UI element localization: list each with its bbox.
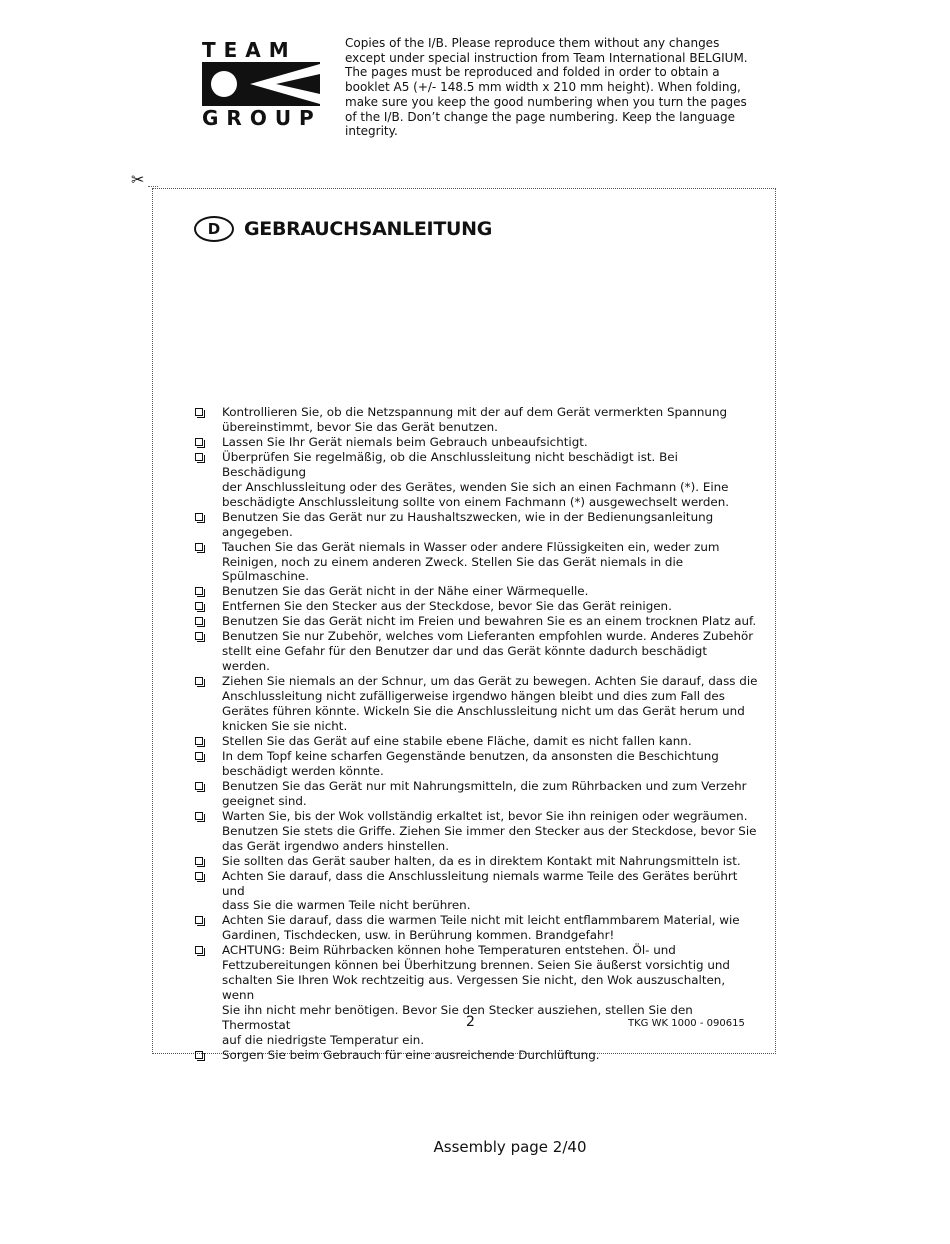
list-item: Sie sollten das Gerät sauber halten, da es in direktem Kontakt mit Nahrungsmitteln ist. [194,854,759,869]
checkbox-bullet-icon [195,782,203,790]
logo-mark [202,62,320,106]
reproduction-instructions: Copies of the I/B. Please reproduce them without any changes except under special instruction from Team International BELGIUM. The pages must be reproduced and folded in order to obtain a booklet A5 (+/- 148.5 mm width x 210 mm height). When folding, make sure you keep the good numbering when you turn the pages of the I/B. Don’t change the page numbering. Keep the language integrity. [345,36,748,139]
list-item: Achten Sie darauf, dass die warmen Teile nicht mit leicht entflammbarem Material, wie Gardinen, Tischdecken, usw. in Berührung kommen. Brandgefahr! [194,913,759,943]
list-item: Benutzen Sie nur Zubehör, welches vom Lieferanten empfohlen wurde. Anderes Zubehör stellt eine Gefahr für den Benutzer dar und das Gerät könnte dadurch beschädigt werden. [194,629,759,674]
checkbox-bullet-icon [195,872,203,880]
checkbox-bullet-icon [195,408,203,416]
assembly-page-label: Assembly page 2/40 [433,1138,587,1156]
checkbox-bullet-icon [195,438,203,446]
section-heading [194,214,492,244]
checkbox-bullet-icon [195,946,203,954]
checkbox-bullet-icon [195,543,203,551]
language-badge: D [194,216,234,242]
checkbox-bullet-icon [195,1051,203,1059]
checkbox-bullet-icon [195,513,203,521]
list-item: Lassen Sie Ihr Gerät niemals beim Gebrauch unbeaufsichtigt. [194,435,759,450]
checkbox-bullet-icon [195,602,203,610]
page-title: GEBRAUCHSANLEITUNG [244,218,493,240]
list-item: Benutzen Sie das Gerät nicht in der Nähe einer Wärmequelle. [194,584,759,599]
checkbox-bullet-icon [195,453,203,461]
checkbox-bullet-icon [195,812,203,820]
list-item: Benutzen Sie das Gerät nur mit Nahrungsmitteln, die zum Rührbacken und zum Verzehr geeignet sind. [194,779,759,809]
checkbox-bullet-icon [195,737,203,745]
list-item: Warten Sie, bis der Wok vollständig erkaltet ist, bevor Sie ihn reinigen oder wegräumen. Benutzen Sie stets die Griffe. Ziehen Sie immer den Stecker aus der Steckdose, bevor Sie das Gerät irgendwo anders hinstellen. [194,809,759,854]
checkbox-bullet-icon [195,916,203,924]
scissors-icon: ✂ [131,170,145,189]
list-item: ACHTUNG: Beim Rührbacken können hohe Temperaturen entstehen. Öl- und Fettzubereitungen können bei Überhitzung brennen. Seien Sie äußerst vorsichtig und schalten Sie Ihren Wok rechtzeitig aus. Vergessen Sie nicht, den Wok auszuschalten, wenn Sie ihn nicht mehr benötigen. Bevor Sie den Stecker ausziehen, stellen Sie den Thermostat auf die niedrigste Temperatur ein. [194,943,759,1048]
checkbox-bullet-icon [195,587,203,595]
checkbox-bullet-icon [195,677,203,685]
checkbox-bullet-icon [195,617,203,625]
safety-instructions-list [194,405,759,1063]
list-item: Entfernen Sie den Stecker aus der Steckdose, bevor Sie das Gerät reinigen. [194,599,759,614]
list-item: Benutzen Sie das Gerät nicht im Freien und bewahren Sie es an einem trocknen Platz auf. [194,614,759,629]
list-item: Tauchen Sie das Gerät niemals in Wasser oder andere Flüssigkeiten ein, weder zum Reinigen, noch zu einem anderen Zweck. Stellen Sie das Gerät niemals in die Spülmaschine. [194,540,759,585]
cut-line [148,186,158,187]
checkbox-bullet-icon [195,752,203,760]
list-item: Benutzen Sie das Gerät nur zu Haushaltszwecken, wie in der Bedienungsanleitung angegeben. [194,510,759,540]
list-item: In dem Topf keine scharfen Gegenstände benutzen, da ansonsten die Beschichtung beschädigt werden könnte. [194,749,759,779]
list-item: Kontrollieren Sie, ob die Netzspannung mit der auf dem Gerät vermerkten Spannung übereinstimmt, bevor Sie das Gerät benutzen. [194,405,759,435]
logo-group-word: GROUP [202,106,322,130]
list-item: Überprüfen Sie regelmäßig, ob die Anschlussleitung nicht beschädigt ist. Bei Beschädigung der Anschlussleitung oder des Gerätes, wenden Sie sich an einen Fachmann (*). Eine beschädigte Anschlussleitung sollte von einem Fachmann (*) ausgewechselt werden. [194,450,759,510]
list-item: Stellen Sie das Gerät auf eine stabile ebene Fläche, damit es nicht fallen kann. [194,734,759,749]
page-number: 2 [466,1014,475,1030]
list-item: Ziehen Sie niemals an der Schnur, um das Gerät zu bewegen. Achten Sie darauf, dass die Anschlussleitung nicht zufälligerweise irgendwo hängen bleibt und dies zum Fall des Gerätes führen könnte. Wickeln Sie die Anschlussleitung nicht um das Gerät herum und knicken Sie sie nicht. [194,674,759,734]
list-item: Sorgen Sie beim Gebrauch für eine ausreichende Durchlüftung. [194,1048,759,1063]
checkbox-bullet-icon [195,632,203,640]
team-group-logo [202,40,322,128]
document-code: TKG WK 1000 - 090615 [628,1018,745,1029]
checkbox-bullet-icon [195,857,203,865]
list-item: Achten Sie darauf, dass die Anschlussleitung niemals warme Teile des Gerätes berührt und dass Sie die warmen Teile nicht berühren. [194,869,759,914]
logo-team-word: TEAM [202,38,297,62]
